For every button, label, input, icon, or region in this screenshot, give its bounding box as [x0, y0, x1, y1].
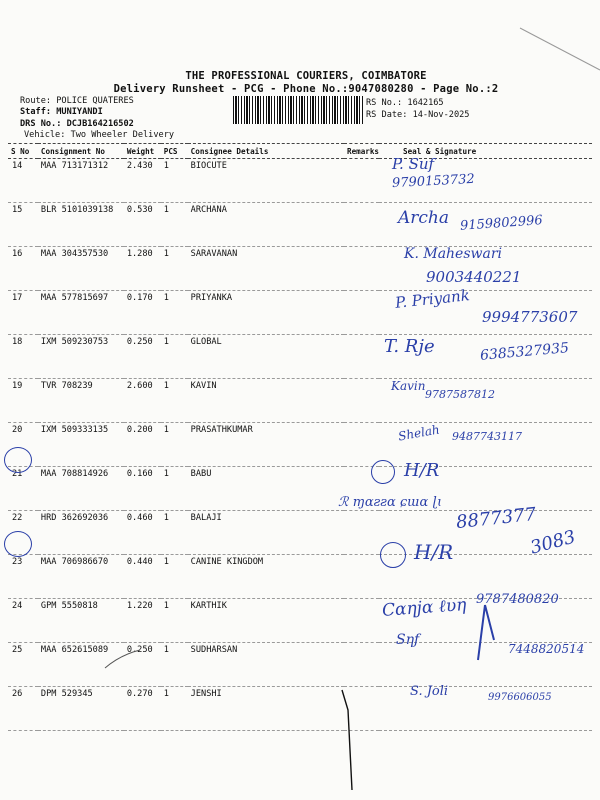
consignment-no: HRD 362692036: [38, 511, 124, 555]
handwritten-note: H/R: [414, 540, 454, 564]
route-label: Route: POLICE QUATERES: [20, 96, 134, 106]
serial-no: 25: [8, 643, 38, 687]
rs-date: RS Date: 14-Nov-2025: [366, 110, 470, 120]
staff-label: Staff: MUNIYANDI: [20, 107, 103, 117]
handwritten-note: H/R: [404, 460, 440, 481]
handwritten-phone: 9790153732: [391, 171, 476, 192]
signature: Kavin: [391, 379, 426, 393]
pcs: 1: [161, 423, 188, 467]
serial-no: 17: [8, 291, 38, 335]
consignment-no: IXM 509333135: [38, 423, 124, 467]
drs-number: DRS No.: DCJB164216502: [20, 119, 134, 129]
weight: 0.270: [124, 687, 161, 731]
signature: P. Priyank: [394, 286, 471, 312]
pcs: 1: [161, 291, 188, 335]
col-pcs: PCS: [161, 144, 188, 159]
signature: Shelah: [397, 422, 441, 444]
consignment-no: MAA 713171312: [38, 159, 124, 203]
consignee: PRIYANKA: [188, 291, 344, 335]
pcs: 1: [161, 159, 188, 203]
weight: 1.280: [124, 247, 161, 291]
weight: 0.160: [124, 467, 161, 511]
consignment-no: GPM 5550818: [38, 599, 124, 643]
consignment-no: MAA 652615089: [38, 643, 124, 687]
consignee: PRASATHKUMAR: [188, 423, 344, 467]
handwritten-phone: 7448820514: [508, 642, 585, 656]
signature: Archa: [398, 208, 450, 228]
weight: 1.220: [124, 599, 161, 643]
weight: 2.430: [124, 159, 161, 203]
consignee: JENSHI: [188, 687, 344, 731]
serial-no: 14: [8, 159, 38, 203]
consignee: KARTHIK: [188, 599, 344, 643]
consignee: BIOCUTE: [188, 159, 344, 203]
signature: P. Suf: [392, 155, 435, 173]
serial-no: 18: [8, 335, 38, 379]
handwritten-phone: 9487743117: [452, 430, 522, 443]
serial-no: 24: [8, 599, 38, 643]
consignment-no: TVR 708239: [38, 379, 124, 423]
consignee: SARAVANAN: [188, 247, 344, 291]
col-seal: Seal & Signature: [379, 144, 592, 159]
weight: 0.440: [124, 555, 161, 599]
pcs: 1: [161, 247, 188, 291]
weight: 0.460: [124, 511, 161, 555]
serial-no: 15: [8, 203, 38, 247]
rs-number: RS No.: 1642165: [366, 98, 444, 108]
col-consignee: Consignee Details: [188, 144, 344, 159]
consignee: GLOBAL: [188, 335, 344, 379]
pcs: 1: [161, 511, 188, 555]
pcs: 1: [161, 643, 188, 687]
col-consignment: Consignment No: [38, 144, 124, 159]
pcs: 1: [161, 203, 188, 247]
consignment-no: DPM 529345: [38, 687, 124, 731]
handwritten-phone: 9994773607: [482, 308, 578, 326]
pcs: 1: [161, 467, 188, 511]
handwritten-number: 3083: [528, 526, 578, 559]
consignee: SUDHARSAN: [188, 643, 344, 687]
weight: 0.250: [124, 335, 161, 379]
signature: S. Joli: [410, 684, 449, 699]
consignee: KAVIN: [188, 379, 344, 423]
handwritten-phone: 9003440221: [426, 268, 522, 286]
col-sno: S No: [8, 144, 38, 159]
serial-no: 21: [8, 467, 38, 511]
weight: 0.170: [124, 291, 161, 335]
pcs: 1: [161, 379, 188, 423]
vehicle-label: Vehicle: Two Wheeler Delivery: [24, 130, 175, 140]
pcs: 1: [161, 335, 188, 379]
col-weight: Weight: [124, 144, 161, 159]
serial-no: 22: [8, 511, 38, 555]
consignment-no: MAA 304357530: [38, 247, 124, 291]
handwritten-phone: 9787587812: [425, 388, 495, 401]
consignment-no: MAA 577815697: [38, 291, 124, 335]
serial-no: 19: [8, 379, 38, 423]
weight: 0.200: [124, 423, 161, 467]
handwritten-phone: 8877377: [455, 503, 538, 534]
consignee: BABU: [188, 467, 344, 511]
serial-no: 16: [8, 247, 38, 291]
consignment-no: IXM 509230753: [38, 335, 124, 379]
consignee: CANINE KINGDOM: [188, 555, 344, 599]
signature: T. Rje: [384, 336, 435, 357]
pcs: 1: [161, 555, 188, 599]
serial-no: 20: [8, 423, 38, 467]
weight: 2.600: [124, 379, 161, 423]
consignment-no: BLR 5101039138: [38, 203, 124, 247]
signature-scribble: Sηƒ: [396, 632, 420, 648]
weight: 0.530: [124, 203, 161, 247]
pcs: 1: [161, 687, 188, 731]
handwritten-phone: 9159802996: [459, 213, 544, 234]
consignee: BALAJI: [188, 511, 344, 555]
serial-no: 26: [8, 687, 38, 731]
handwritten-phone: 6385327935: [479, 340, 570, 364]
handwritten-phone: 9976606055: [488, 692, 552, 703]
signature-scribble: Ⅽαηjα ℓυη: [381, 595, 468, 621]
signature: K. Maheswari: [404, 246, 503, 262]
consignment-no: MAA 706986670: [38, 555, 124, 599]
signature-scribble: ℛ ɱɑƨƨɑ ɕɯɑ ɭɩ: [338, 495, 443, 510]
pcs: 1: [161, 599, 188, 643]
runsheet-title: Delivery Runsheet - PCG - Phone No.:9047080280 - Page No.:2: [113, 83, 499, 95]
consignment-no: MAA 708814926: [38, 467, 124, 511]
handwritten-phone: 9787480820: [476, 592, 559, 607]
consignee: ARCHANA: [188, 203, 344, 247]
col-remarks: Remarks: [344, 144, 379, 159]
company-title: THE PROFESSIONAL COURIERS, COIMBATORE: [185, 70, 427, 82]
weight: 0.250: [124, 643, 161, 687]
serial-no: 23: [8, 555, 38, 599]
